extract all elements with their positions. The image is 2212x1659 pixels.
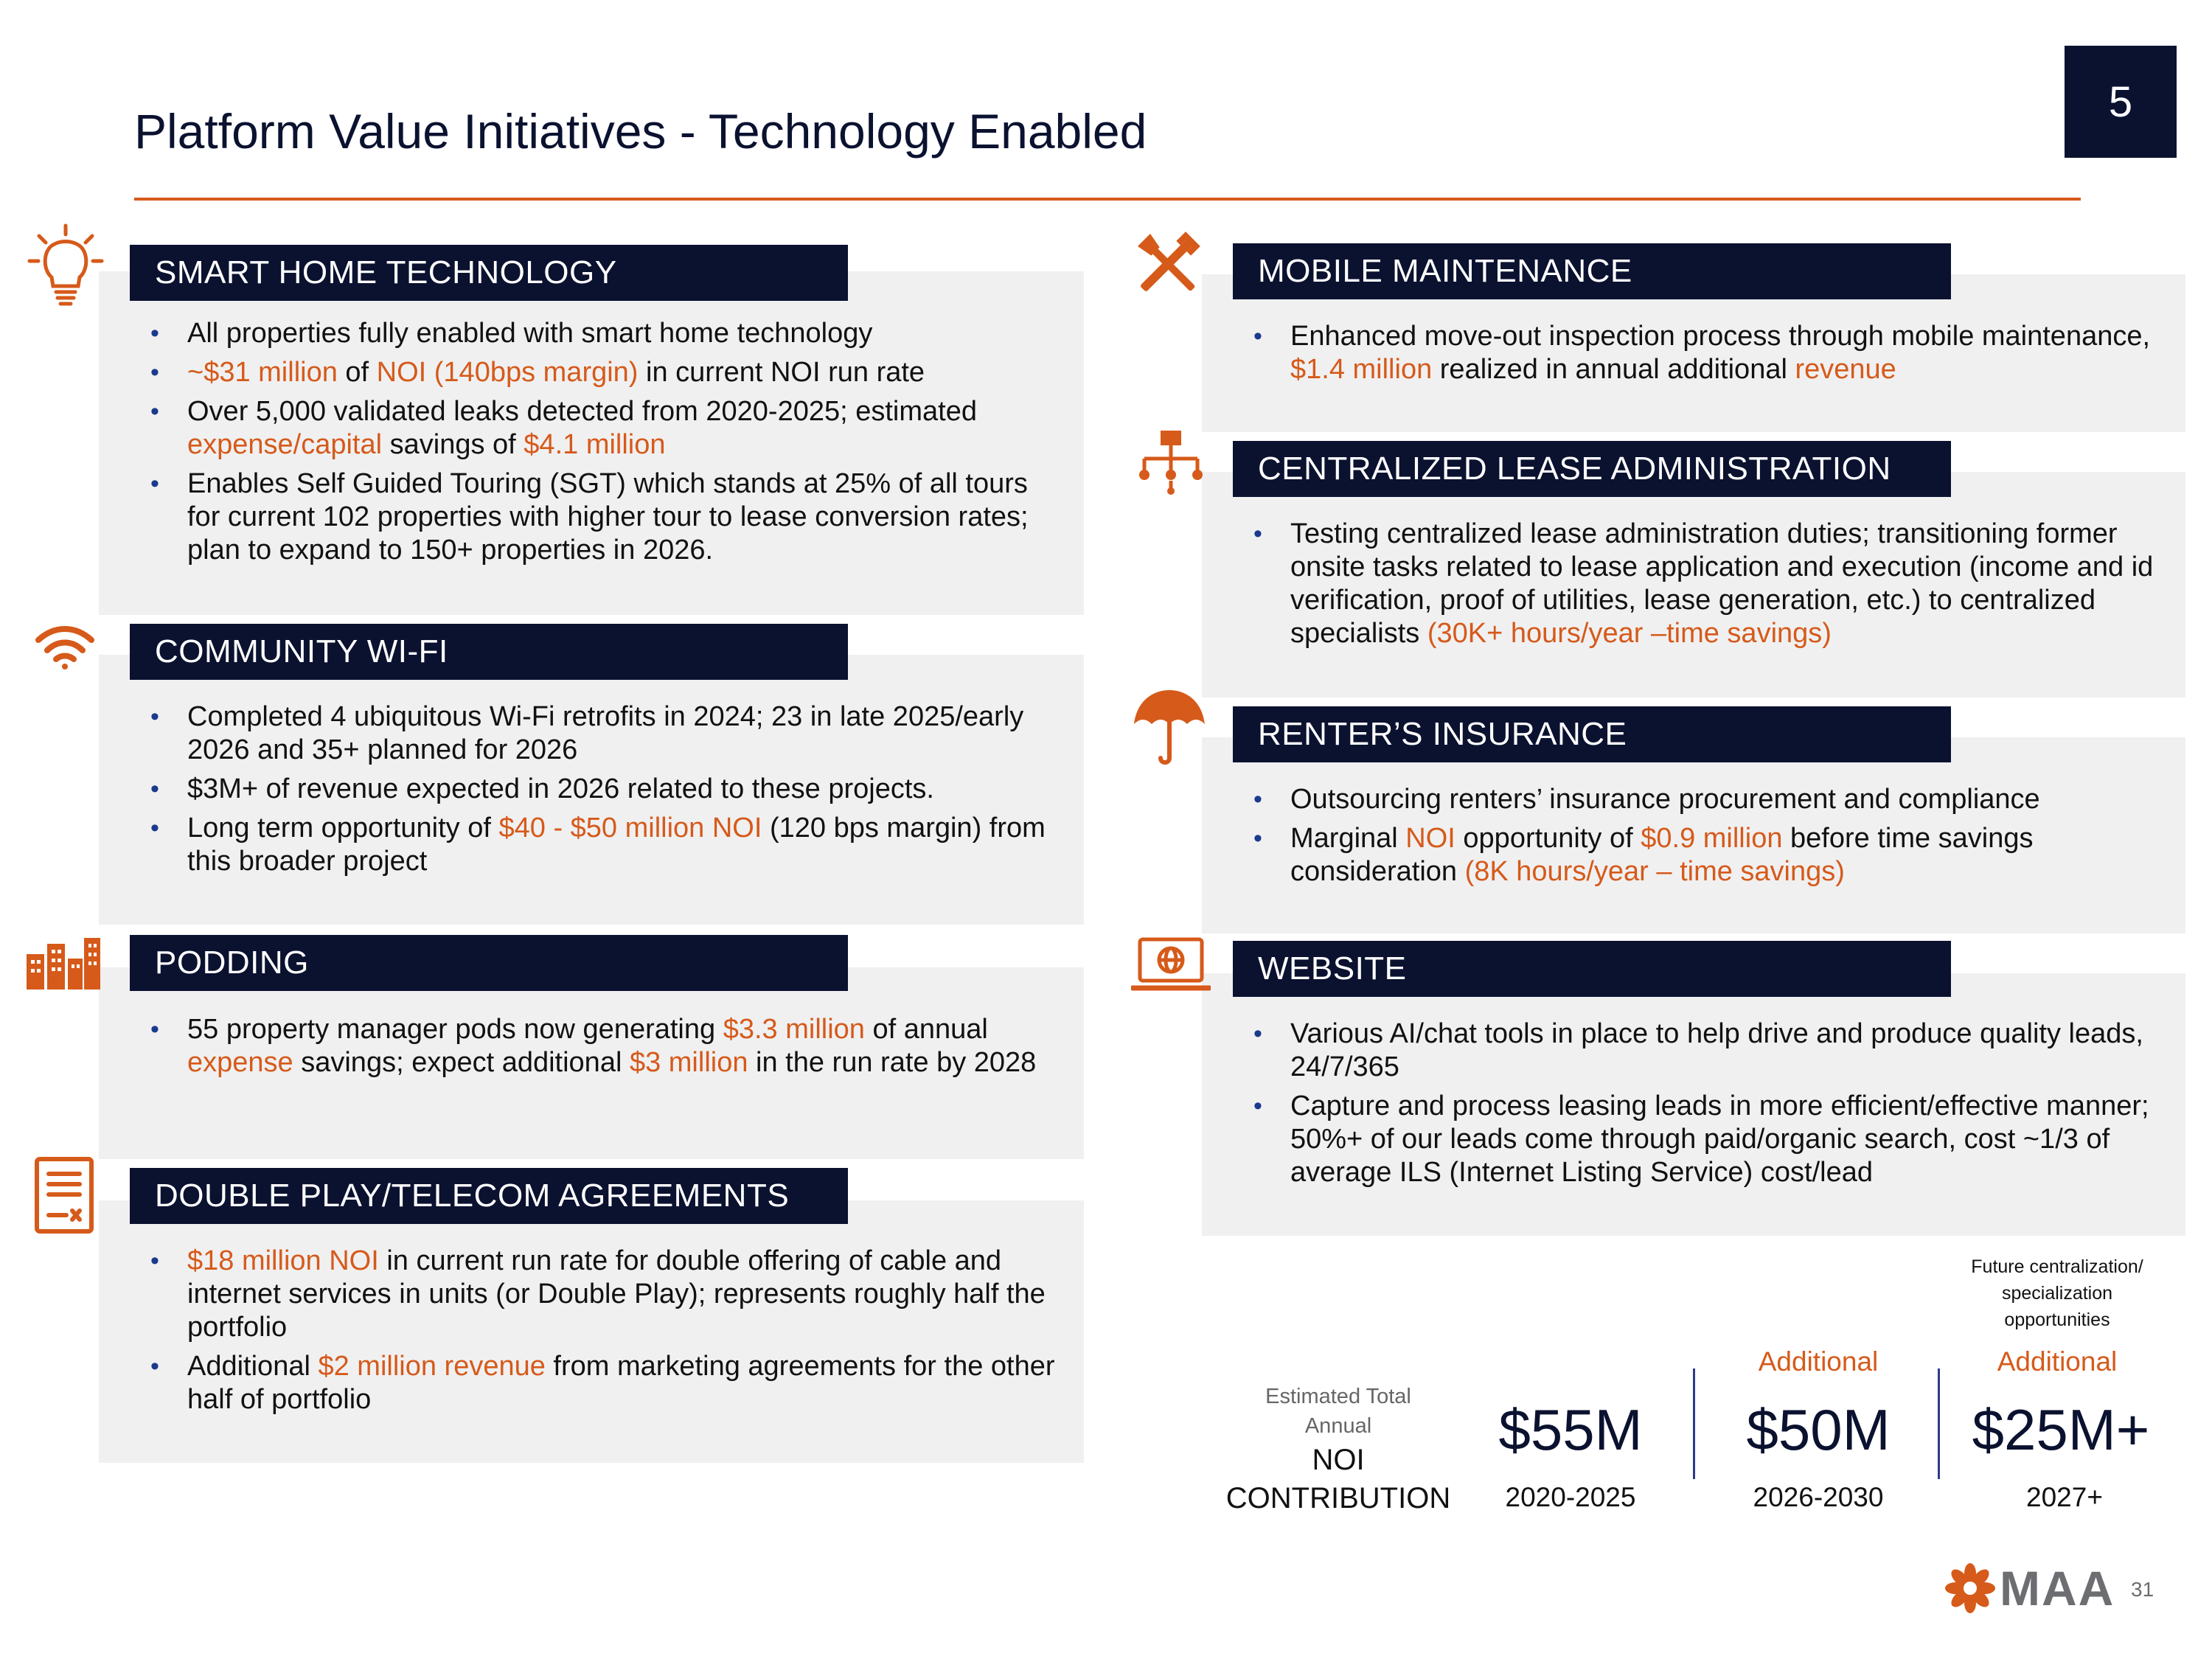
mobile-maintenance-bullets bbox=[1248, 320, 2162, 392]
list-item: • $18 million NOI in current run rate for double offering of cable and internet services in units (or Double Play); represents roughly half the portfolio bbox=[150, 1245, 1046, 1343]
list-item: • Completed 4 ubiquitous Wi-Fi retrofits in 2024; 23 in late 2025/early 2026 and 35+ planned for 2026 bbox=[150, 701, 1024, 765]
list-item: • $3M+ of revenue expected in 2026 related to these projects. bbox=[150, 773, 934, 804]
list-item: • Long term opportunity of $40 - $50 million NOI (120 bps margin) from this broader project bbox=[150, 813, 1046, 877]
maa-logo-text: MAA bbox=[2000, 1561, 2115, 1615]
lightbulb-icon bbox=[27, 223, 105, 308]
buildings-icon bbox=[25, 932, 102, 990]
contract-icon bbox=[32, 1156, 96, 1234]
metric-additional-2026-2030: Additional bbox=[1758, 1346, 1879, 1377]
renters-insurance-header: RENTER’S INSURANCE bbox=[1233, 706, 1951, 762]
maa-logo-icon bbox=[1944, 1562, 1997, 1618]
double-play-bullets bbox=[145, 1245, 1059, 1422]
wifi-header: COMMUNITY WI-FI bbox=[130, 624, 848, 680]
podding-header: PODDING bbox=[130, 935, 848, 991]
metric-period-2020-2025: 2020-2025 bbox=[1505, 1482, 1636, 1512]
wifi-icon bbox=[34, 624, 96, 671]
globe-laptop-icon bbox=[1131, 936, 1211, 994]
renters-insurance-bullets bbox=[1248, 783, 2162, 894]
list-item: • Various AI/chat tools in place to help drive and produce quality leads, 24/7/365 bbox=[1253, 1018, 2143, 1082]
page-badge: 5 bbox=[2065, 46, 2177, 158]
list-item: • Enables Self Guided Touring (SGT) which stands at 25% of all tours for current 102 properties with higher tour to lease conversion rates; plan to expand to 150+ properties in 2026. bbox=[150, 468, 1029, 566]
metric-period-2026-2030: 2026-2030 bbox=[1753, 1482, 1884, 1512]
umbrella-icon bbox=[1131, 686, 1208, 768]
list-item: • Testing centralized lease administration duties; transitioning former onsite tasks related to lease application and execution (income and id verification, proof of utilities, lease generation, etc.) to centralized specialists (30K+ hours/year –time savings) bbox=[1253, 518, 2154, 649]
smart-home-header: SMART HOME TECHNOLOGY bbox=[130, 245, 848, 301]
future-opportunities-note: Future centralization/ specialization opportunities bbox=[1971, 1256, 2143, 1330]
website-header: WEBSITE bbox=[1233, 941, 1951, 997]
list-item: • Enhanced move-out inspection process through mobile maintenance, $1.4 million realized in annual additional revenue bbox=[1253, 321, 2151, 385]
title-divider bbox=[134, 198, 2081, 201]
website-bullets bbox=[1248, 1018, 2162, 1195]
mobile-maintenance-header: MOBILE MAINTENANCE bbox=[1233, 243, 1951, 299]
metric-additional-2027: Additional bbox=[1997, 1346, 2118, 1377]
list-item: • Capture and process leasing leads in more efficient/effective manner; 50%+ of our leads come through paid/organic search, cost ~1/3 of average ILS (Internet Listing Service) cost/lead bbox=[1253, 1091, 2149, 1188]
noi-contribution-label bbox=[1224, 1382, 1453, 1517]
list-item: • ~$31 million of NOI (140bps margin) in current NOI run rate bbox=[150, 357, 925, 388]
list-item: • Marginal NOI opportunity of $0.9 million before time savings consideration (8K hours/year – time savings) bbox=[1253, 823, 2034, 887]
double-play-header: DOUBLE PLAY/TELECOM AGREEMENTS bbox=[130, 1168, 848, 1224]
estimated-total-label: Estimated Total bbox=[1265, 1385, 1411, 1408]
metric-period-2027: 2027+ bbox=[2026, 1482, 2103, 1512]
annual-label: Annual bbox=[1304, 1414, 1372, 1438]
tools-icon bbox=[1130, 226, 1206, 302]
wifi-bullets bbox=[145, 700, 1059, 884]
podding-bullets bbox=[145, 1013, 1059, 1085]
list-item: • Over 5,000 validated leaks detected from 2020-2025; estimated expense/capital savings of $4.1 million bbox=[150, 396, 977, 460]
slide-number: 31 bbox=[2131, 1578, 2154, 1601]
list-item: • 55 property manager pods now generating $3.3 million of annual expense savings; expect additional $3 million in the run rate by 2028 bbox=[150, 1014, 1037, 1078]
list-item: • All properties fully enabled with smart home technology bbox=[150, 318, 873, 349]
metric-value-2027: $25M+ bbox=[1972, 1397, 2150, 1462]
contribution-label: CONTRIBUTION bbox=[1225, 1482, 1451, 1514]
metric-divider bbox=[1693, 1368, 1695, 1479]
smart-home-bullets bbox=[145, 317, 1059, 573]
lease-admin-header: CENTRALIZED LEASE ADMINISTRATION bbox=[1233, 441, 1951, 497]
page-title: Platform Value Initiatives - Technology Enabled bbox=[134, 104, 1147, 159]
lease-admin-bullets bbox=[1248, 518, 2162, 656]
metric-value-2020-2025: $55M bbox=[1498, 1397, 1643, 1462]
list-item: • Additional $2 million revenue from marketing agreements for the other half of portfolio bbox=[150, 1351, 1055, 1415]
metric-value-2026-2030: $50M bbox=[1746, 1397, 1891, 1462]
list-item: • Outsourcing renters’ insurance procurement and compliance bbox=[1253, 784, 2040, 815]
metric-divider bbox=[1938, 1368, 1940, 1479]
noi-label: NOI bbox=[1312, 1444, 1365, 1476]
org-chart-icon bbox=[1135, 429, 1206, 495]
